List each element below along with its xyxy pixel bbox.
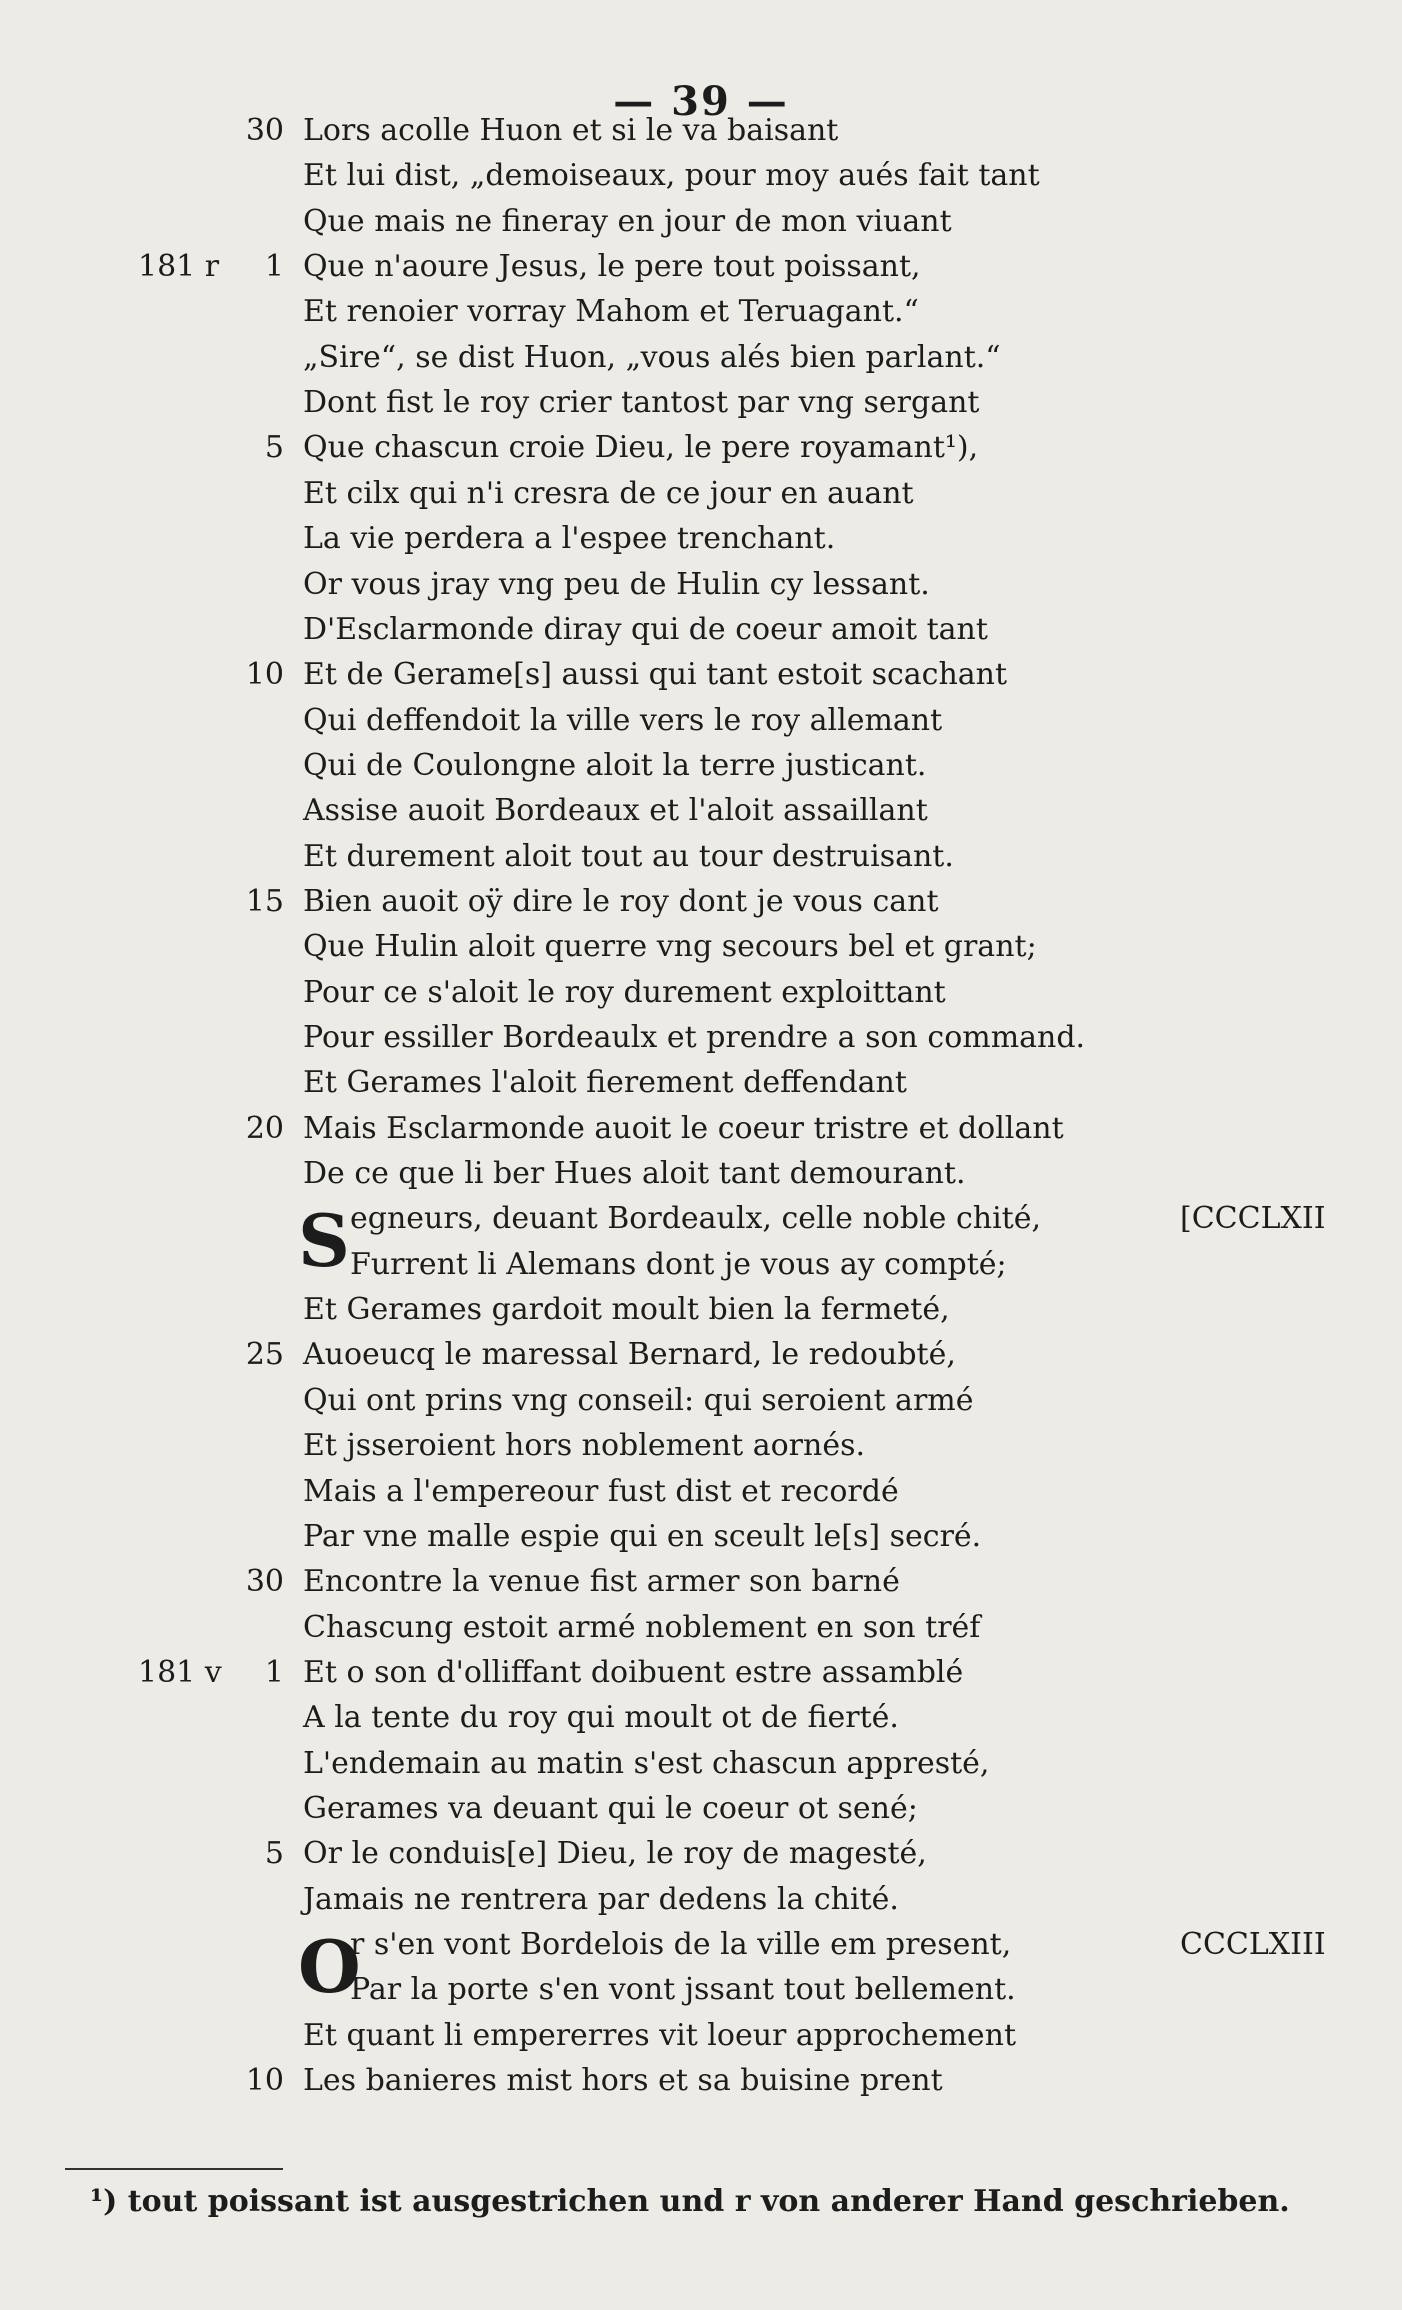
line-number: 10 — [245, 2063, 284, 2099]
verse-line — [0, 698, 1402, 743]
verse-line — [0, 1786, 1402, 1831]
verse-text: Et quant li empererres vit loeur approchement — [303, 2017, 1017, 2053]
verse-text: Assise auoit Bordeaux et l'aloit assaillant — [303, 793, 928, 829]
verse-text: Que Hulin aloit querre vng secours bel et grant; — [303, 929, 1037, 965]
verse-line — [0, 2058, 1402, 2103]
verse-line — [0, 743, 1402, 788]
verse-line — [0, 108, 1402, 153]
verse-text: L'endemain au matin s'est chascun appresté, — [303, 1745, 990, 1781]
verse-line — [0, 1650, 1402, 1695]
verse-text: Bien auoit oÿ dire le roy dont je vous cant — [303, 883, 939, 919]
verse-line — [0, 879, 1402, 924]
verse-line — [0, 335, 1402, 380]
verse-line — [0, 1423, 1402, 1468]
verse-line — [0, 1741, 1402, 1786]
verse-line — [0, 2013, 1402, 2058]
verse-text: Lors acolle Huon et si le va baisant — [303, 113, 839, 148]
verse-line — [0, 1605, 1402, 1650]
verse-text: r s'en vont Bordelois de la ville em present, — [350, 1927, 1012, 1962]
verse-text: Et de Gerame[s] aussi qui tant estoit scachant — [303, 657, 1008, 693]
verse-line — [0, 1060, 1402, 1105]
verse-text: egneurs, deuant Bordeaulx, celle noble chité, — [350, 1201, 1042, 1237]
line-number: 5 — [264, 1836, 284, 1872]
line-number: 5 — [264, 430, 284, 466]
line-number: 10 — [245, 657, 284, 693]
folio-marker: 181 r — [138, 249, 220, 285]
verse-line — [0, 970, 1402, 1015]
verse-text: Et jsseroient hors noblement aornés. — [303, 1428, 866, 1464]
drop-initial: S — [298, 1198, 350, 1284]
verse-line — [0, 1287, 1402, 1332]
verse-text: Gerames va deuant qui le coeur ot sené; — [303, 1790, 918, 1826]
verse-line — [0, 153, 1402, 198]
verse-line — [0, 1831, 1402, 1876]
verse-line — [0, 1106, 1402, 1151]
verse-text: Furrent li Alemans dont je vous ay compté; — [350, 1246, 1007, 1282]
verse-text: Par la porte s'en vont jssant tout bellement. — [350, 1972, 1016, 2008]
line-number: 15 — [245, 883, 284, 919]
verse-line — [0, 516, 1402, 561]
verse-text: Que n'aoure Jesus, le pere tout poissant, — [303, 249, 921, 285]
verse-text: Auoeucq le maressal Bernard, le redoubté, — [303, 1337, 956, 1373]
verse-line — [0, 1559, 1402, 1604]
verse-text: Jamais ne rentrera par dedens la chité. — [303, 1881, 899, 1917]
verse-text: Or le conduis[e] Dieu, le roy de magesté, — [303, 1836, 927, 1872]
verse-text: „Sire“, se dist Huon, „vous alés bien parlant.“ — [303, 339, 1001, 375]
verse-line — [0, 607, 1402, 652]
line-number: 1 — [264, 249, 284, 285]
verse-text: A la tente du roy qui moult ot de fierté. — [303, 1700, 899, 1736]
verse-text: Et renoier vorray Mahom et Teruagant.“ — [303, 294, 919, 330]
verse-text: Mais Esclarmonde auoit le coeur tristre et dollant — [303, 1110, 1064, 1146]
verse-text: Mais a l'empereour fust dist et recordé — [303, 1473, 899, 1509]
verse-line — [0, 788, 1402, 833]
verse-text: La vie perdera a l'espee trenchant. — [303, 521, 836, 557]
verse-line — [0, 471, 1402, 516]
verse-text: Que chascun croie Dieu, le pere royamant¹), — [303, 430, 979, 466]
verse-text: Or vous jray vng peu de Hulin cy lessant. — [303, 566, 930, 602]
verse-line — [0, 924, 1402, 969]
verse-text: Par vne malle espie qui en sceult le[s] secré. — [303, 1518, 982, 1554]
verse-line — [0, 1967, 1402, 2012]
verse-line — [0, 562, 1402, 607]
verse-text: Encontre la venue fist armer son barné — [303, 1564, 900, 1600]
verse-text: De ce que li ber Hues aloit tant demourant. — [303, 1156, 966, 1192]
verse-line — [0, 425, 1402, 470]
verse-line — [0, 1242, 1402, 1287]
verse-text: Et Gerames l'aloit fierement deffendant — [303, 1065, 907, 1101]
verse-line — [0, 1332, 1402, 1377]
verse-text: Qui de Coulongne aloit la terre justicant. — [303, 747, 927, 783]
line-number: 30 — [245, 1564, 284, 1600]
verse-text: D'Esclarmonde diray qui de coeur amoit tant — [303, 611, 988, 647]
verse-line — [0, 199, 1402, 244]
verse-text: Chascung estoit armé noblement en son tréf — [303, 1609, 981, 1645]
verse-text: Les banieres mist hors et sa buisine prent — [303, 2063, 943, 2099]
footnote — [90, 2178, 1308, 2226]
margin-note: [CCCLXII — [1180, 1201, 1326, 1237]
verse-line — [0, 289, 1402, 334]
margin-note: CCCLXIII — [1180, 1927, 1326, 1962]
folio-marker: 181 v — [138, 1654, 222, 1690]
verse-line — [0, 1151, 1402, 1196]
line-number: 25 — [245, 1337, 284, 1373]
verse-line — [0, 244, 1402, 289]
footnote-text: tout poissant ist ausgestrichen und r von anderer Hand geschrieben. — [127, 2184, 1290, 2219]
verse-line — [0, 834, 1402, 879]
verse-text: Qui ont prins vng conseil: qui seroient armé — [303, 1382, 974, 1418]
verse-text: Et o son d'olliffant doibuent estre assamblé — [303, 1654, 964, 1690]
verse-line — [0, 1514, 1402, 1559]
verse-text: Qui deffendoit la ville vers le roy allemant — [303, 702, 943, 738]
verse-text: Pour ce s'aloit le roy durement exploittant — [303, 974, 946, 1010]
line-number: 30 — [245, 113, 284, 148]
footnote-rule — [65, 2168, 283, 2170]
verse-text: Pour essiller Bordeaulx et prendre a son command. — [303, 1020, 1086, 1055]
verse-line — [0, 1378, 1402, 1423]
verse-text: Et lui dist, „demoiseaux, pour moy aués fait tant — [303, 158, 1040, 194]
page-number: — 39 — — [613, 78, 789, 125]
verse-text: Que mais ne fineray en jour de mon viuant — [303, 203, 952, 239]
verse-line — [0, 1695, 1402, 1740]
line-number: 1 — [264, 1654, 284, 1690]
verse-line — [0, 1469, 1402, 1514]
verse-text: Et Gerames gardoit moult bien la fermeté, — [303, 1292, 950, 1328]
verse-line — [0, 380, 1402, 425]
verse-line — [0, 652, 1402, 697]
line-number: 20 — [245, 1110, 284, 1146]
drop-initial: O — [298, 1924, 361, 2009]
verse-text: Dont fist le roy crier tantost par vng sergant — [303, 385, 980, 421]
verse-text: Et durement aloit tout au tour destruisant. — [303, 838, 954, 874]
verse-text: Et cilx qui n'i cresra de ce jour en auant — [303, 475, 914, 511]
verse-line — [0, 1015, 1402, 1060]
footnote-marker: ¹) — [90, 2184, 118, 2219]
verse-line — [0, 1877, 1402, 1922]
